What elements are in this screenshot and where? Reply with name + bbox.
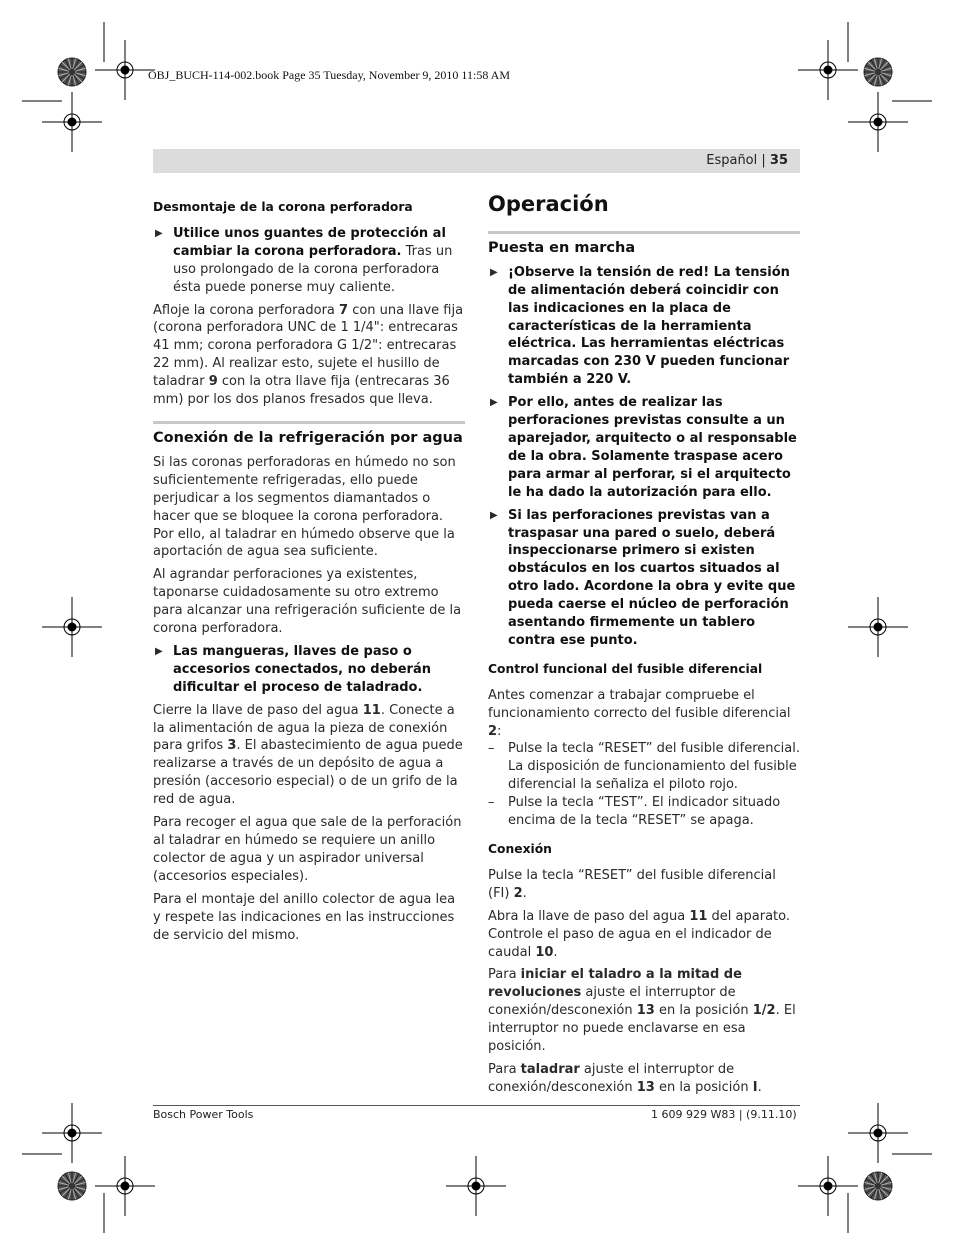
warning-bullet xyxy=(488,264,800,389)
paragraph: Al agrandar perforaciones ya existentes, taponarse cuidadosamente su otro extremo para alcanzar una refrigeración suficiente de la corona perforadora. xyxy=(153,567,462,637)
section-heading: Desmontaje de la corona perforadora xyxy=(153,200,413,214)
paragraph: Pulse la tecla “RESET” del fusible diferencial (FI) 2. xyxy=(488,867,776,901)
paragraph: Para el montaje del anillo colector de agua lea y respete las indicaciones en las instrucciones de servicio del mismo. xyxy=(153,891,456,943)
page-header-band xyxy=(153,149,800,173)
triangle-right-icon: ▶ xyxy=(490,266,498,278)
print-slug-line: OBJ_BUCH-114-002.book Page 35 Tuesday, November 9, 2010 11:58 AM xyxy=(148,68,510,82)
page-title: Operación xyxy=(488,192,609,216)
warning-bullet xyxy=(488,507,800,650)
footer-rule xyxy=(153,1105,800,1106)
paragraph: Para iniciar el taladro a la mitad de revoluciones ajuste el interruptor de conexión/desconexión 13 en la posición 1/2. El interruptor no puede enclavarse en esa posición. xyxy=(488,967,796,1055)
section-rule xyxy=(488,231,800,234)
warning-bullet xyxy=(488,394,800,501)
bullet-bold-text: Las mangueras, llaves de paso o accesorios conectados, no deberán dificultar el proceso de taladrado. xyxy=(173,643,431,695)
warning-bullet xyxy=(153,225,465,297)
dash-list-item: – Pulse la tecla “RESET” del fusible diferencial. La disposición de funcionamiento del fusible diferencial la señaliza el piloto rojo. xyxy=(488,741,800,793)
left-column xyxy=(153,199,465,949)
right-column xyxy=(488,192,800,1102)
paragraph: Para taladrar ajuste el interruptor de conexión/desconexión 13 en la posición I. xyxy=(488,1061,762,1095)
bullet-bold-text: Si las perforaciones previstas van a traspasar una pared o suelo, deberá inspeccionarse primero si existen obstáculos en los cuartos situados al otro lado. Acordone la obra y evite que pueda caerse el núcleo de perforación asentando firmemente un tablero contra ese punto. xyxy=(508,507,796,648)
crosshair-registration-icon xyxy=(798,40,858,100)
triangle-right-icon: ▶ xyxy=(155,645,163,657)
radial-color-target-icon xyxy=(864,1172,892,1200)
warning-bullet xyxy=(153,643,465,697)
radial-color-target-icon xyxy=(58,1172,86,1200)
paragraph: Afloje la corona perforadora 7 con una llave fija (corona perforadora UNC de 1 1/4": entrecaras 41 mm; corona perforadora G 1/2": entrecaras 22 mm). Al realizar esto, sujete el husillo de taladrar 9 con la otra llave fija (entrecaras 36 mm) por los dos planos fresados que lleva. xyxy=(153,302,464,408)
header-language: Español xyxy=(706,153,758,168)
section-rule xyxy=(153,421,465,424)
section-heading: Conexión de la refrigeración por agua xyxy=(153,429,463,446)
triangle-right-icon: ▶ xyxy=(490,397,498,409)
crosshair-registration-icon xyxy=(798,1156,858,1216)
section-heading: Puesta en marcha xyxy=(488,239,636,256)
header-separator: | xyxy=(757,153,770,168)
page-header xyxy=(706,153,788,168)
bullet-bold-text: ¡Observe la tensión de red! La tensión de alimentación deberá coincidir con las indicaciones en la placa de características de la herramienta eléctrica. Las herramientas eléctricas marcadas con 230 V pueden funcionar también a 220 V. xyxy=(508,264,790,388)
footer-code: 1 609 929 W83 | (9.11.10) xyxy=(651,1108,797,1121)
paragraph: Cierre la llave de paso del agua 11. Conecte a la alimentación de agua la pieza de conexión para grifos 3. El abastecimiento de agua puede realizarse a través de un depósito de agua a presión (accesorio especial) o de un grifo de la red de agua. xyxy=(153,702,463,808)
section-heading: Conexión xyxy=(488,842,552,856)
bullet-bold-text: Por ello, antes de realizar las perforaciones previstas consulte a un aparejador, arquitecto o al responsable de la obra. Solamente traspase acero para armar al perforar, si el arquitecto le ha dado la autorización para ello. xyxy=(508,395,797,500)
crosshair-registration-icon xyxy=(848,597,908,657)
section-heading: Control funcional del fusible diferencial xyxy=(488,661,763,676)
paragraph: Antes comenzar a trabajar compruebe el funcionamiento correcto del fusible diferencial 2: xyxy=(488,687,791,739)
footer-brand: Bosch Power Tools xyxy=(153,1108,254,1121)
bullet-text: Tras un uso prolongado de la corona perforadora ésta puede ponerse muy caliente. xyxy=(173,243,453,295)
triangle-right-icon: ▶ xyxy=(490,509,498,521)
triangle-right-icon: ▶ xyxy=(155,227,163,239)
dash-list-item: – Pulse la tecla “TEST”. El indicador situado encima de la tecla “RESET” se apaga. xyxy=(488,795,781,829)
crosshair-registration-icon xyxy=(42,597,102,657)
paragraph: Abra la llave de paso del agua 11 del aparato. Controle el paso de agua en el indicador de caudal 10. xyxy=(488,908,790,960)
page-number: 35 xyxy=(769,153,788,168)
paragraph: Si las coronas perforadoras en húmedo no son suficientemente refrigeradas, ello puede perjudicar a los segmentos diamantados o hacer que se bloquee la corona perforadora. Por ello, al taladrar en húmedo observe que la aportación de agua sea suficiente. xyxy=(153,454,456,560)
crosshair-registration-icon xyxy=(446,1156,506,1216)
radial-color-target-icon xyxy=(864,58,892,86)
paragraph: Para recoger el agua que sale de la perforación al taladrar en húmedo se requiere un anillo colector de agua y un aspirador universal (accesorios especiales). xyxy=(153,815,462,884)
bullet-bold-text: Utilice unos guantes de protección al cambiar la corona perforadora. xyxy=(173,225,446,259)
radial-color-target-icon xyxy=(58,58,86,86)
